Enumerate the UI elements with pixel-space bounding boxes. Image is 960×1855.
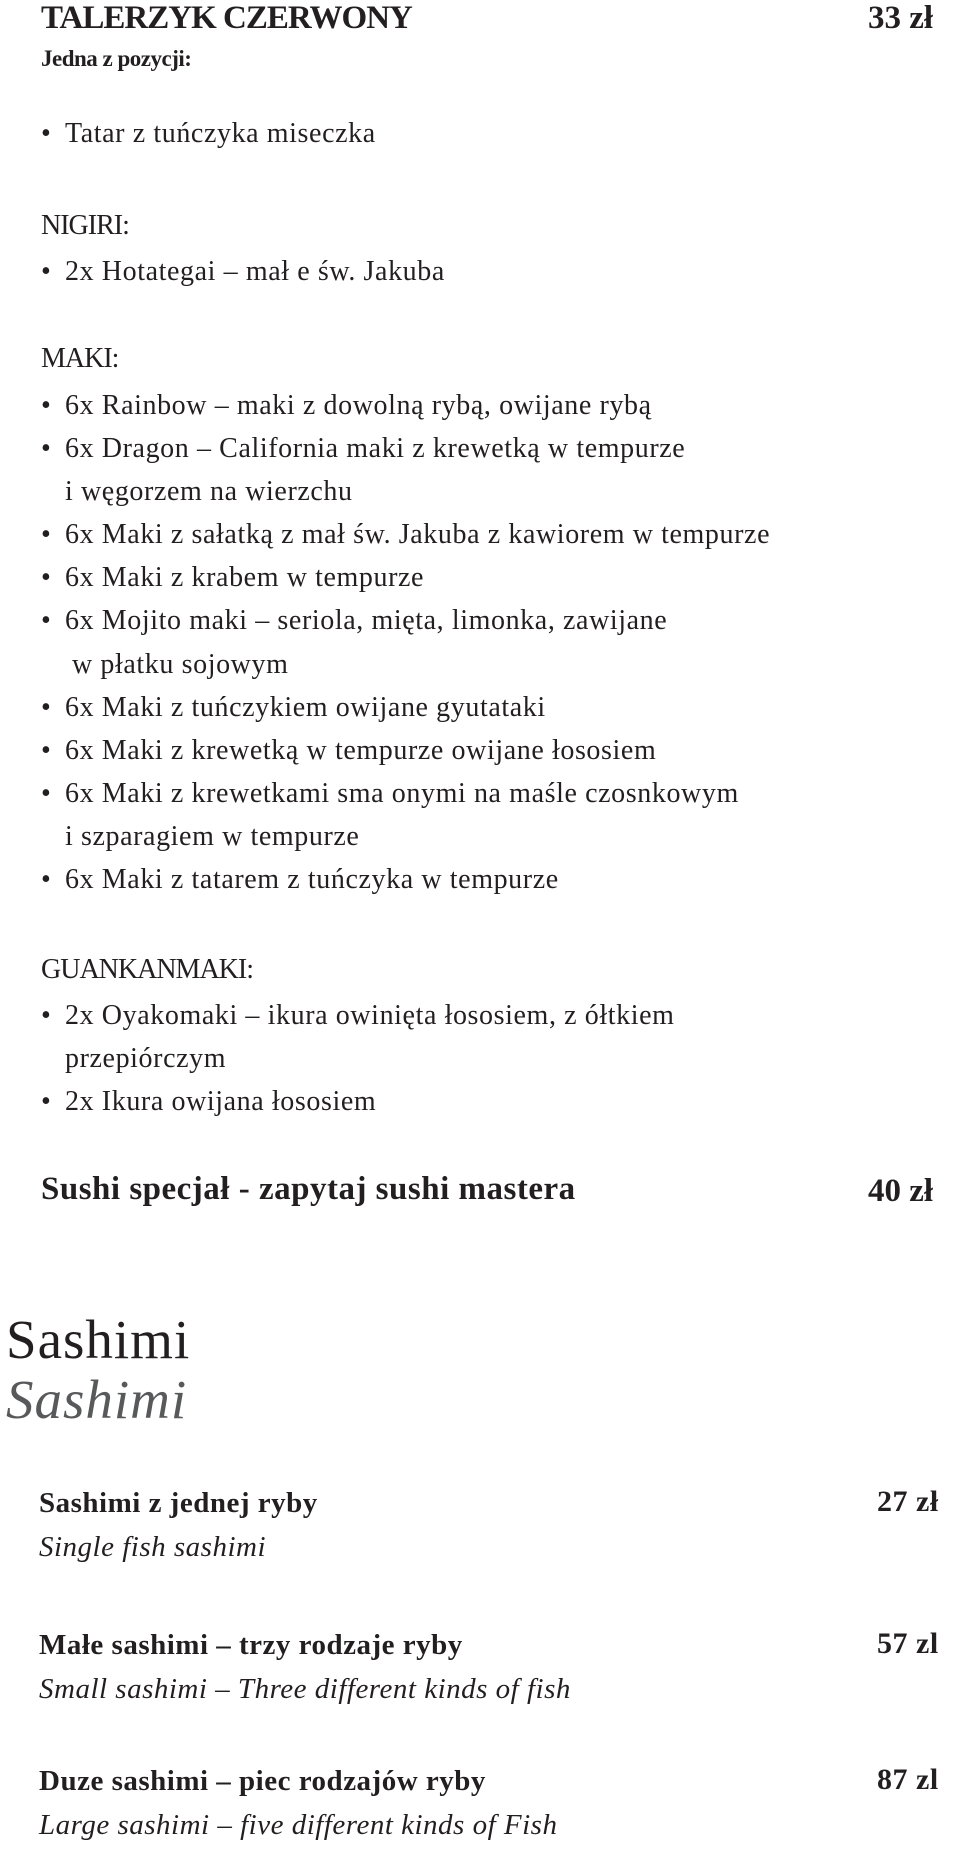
menu-item-price: 87 zl: [877, 1763, 939, 1796]
bullet-icon: •: [41, 1000, 52, 1031]
menu-item-description: Small sashimi – Three different kinds of fish: [39, 1673, 571, 1705]
list-item-text: 2x Ikura owijana łososiem: [65, 1086, 377, 1117]
list-item: [41, 1000, 675, 1032]
list-item-text: 6x Rainbow – maki z dowolną rybą, owijane rybą: [65, 390, 652, 421]
menu-item-name: Małe sashimi – trzy rodzaje ryby: [39, 1629, 463, 1661]
bullet-icon: •: [41, 519, 52, 550]
list-item-continuation: przepiórczym: [65, 1043, 227, 1074]
section-heading-gunkan: GUANKANMAKI:: [41, 954, 253, 985]
list-item-continuation: w płatku sojowym: [72, 649, 289, 680]
list-item-continuation: i węgorzem na wierzchu: [65, 476, 353, 507]
bullet-icon: •: [41, 433, 52, 464]
special-price: 40 zł: [868, 1173, 934, 1209]
list-item-text: 6x Maki z krewetką w tempurze owijane łososiem: [65, 735, 657, 766]
list-item-text: 6x Maki z tatarem z tuńczyka w tempurze: [65, 864, 559, 895]
list-item-text: Tatar z tuńczyka miseczka: [65, 118, 376, 149]
section-title-sashimi: Sashimi: [6, 1309, 191, 1370]
list-item: [41, 692, 546, 724]
list-item-text: 6x Maki z sałatką z mał św. Jakuba z kawiorem w tempurze: [65, 519, 771, 550]
list-item-text: 2x Oyakomaki – ikura owinięta łososiem, z ółtkiem: [65, 1000, 675, 1031]
section-subtitle-sashimi: Sashimi: [6, 1369, 188, 1430]
list-item: [41, 562, 424, 594]
menu-item-price: 57 zl: [877, 1627, 939, 1660]
bullet-icon: •: [41, 390, 52, 421]
section-heading-maki: MAKI:: [41, 343, 119, 374]
bullet-icon: •: [41, 256, 52, 287]
list-item-continuation: i szparagiem w tempurze: [65, 821, 360, 852]
menu-item-description: Single fish sashimi: [39, 1531, 267, 1563]
list-item: [41, 605, 667, 637]
section-heading-nigiri: NIGIRI:: [41, 210, 129, 241]
list-item: [41, 256, 445, 288]
list-item: [41, 778, 739, 810]
list-item-text: 2x Hotategai – mał e św. Jakuba: [65, 256, 445, 287]
list-item-text: 6x Maki z tuńczykiem owijane gyutataki: [65, 692, 546, 723]
bullet-icon: •: [41, 118, 52, 149]
list-item: [41, 864, 559, 896]
menu-item-description: Large sashimi – five different kinds of Fish: [39, 1809, 558, 1841]
set-title: TALERZYK CZERWONY: [41, 0, 412, 36]
list-item: [41, 433, 685, 465]
bullet-icon: •: [41, 605, 52, 636]
menu-item-name: Duze sashimi – piec rodzajów ryby: [39, 1765, 486, 1797]
list-item-text: 6x Mojito maki – seriola, mięta, limonka, zawijane: [65, 605, 668, 636]
set-price: 33 zł: [868, 0, 934, 36]
set-subtitle: Jedna z pozycji:: [41, 46, 192, 71]
menu-item-name: Sashimi z jednej ryby: [39, 1487, 318, 1519]
list-item: [41, 519, 770, 551]
list-item-text: 6x Maki z krewetkami sma onymi na maśle czosnkowym: [65, 778, 739, 809]
bullet-icon: •: [41, 864, 52, 895]
special-label: Sushi specjał - zapytaj sushi mastera: [41, 1171, 576, 1207]
bullet-icon: •: [41, 562, 52, 593]
bullet-icon: •: [41, 735, 52, 766]
menu-item-price: 27 zł: [877, 1485, 939, 1518]
bullet-icon: •: [41, 778, 52, 809]
list-item: [41, 1086, 376, 1118]
list-item: [41, 735, 656, 767]
list-item: [41, 390, 652, 422]
list-item-text: 6x Dragon – California maki z krewetką w tempurze: [65, 433, 686, 464]
list-item: [41, 118, 376, 150]
bullet-icon: •: [41, 692, 52, 723]
bullet-icon: •: [41, 1086, 52, 1117]
list-item-text: 6x Maki z krabem w tempurze: [65, 562, 425, 593]
